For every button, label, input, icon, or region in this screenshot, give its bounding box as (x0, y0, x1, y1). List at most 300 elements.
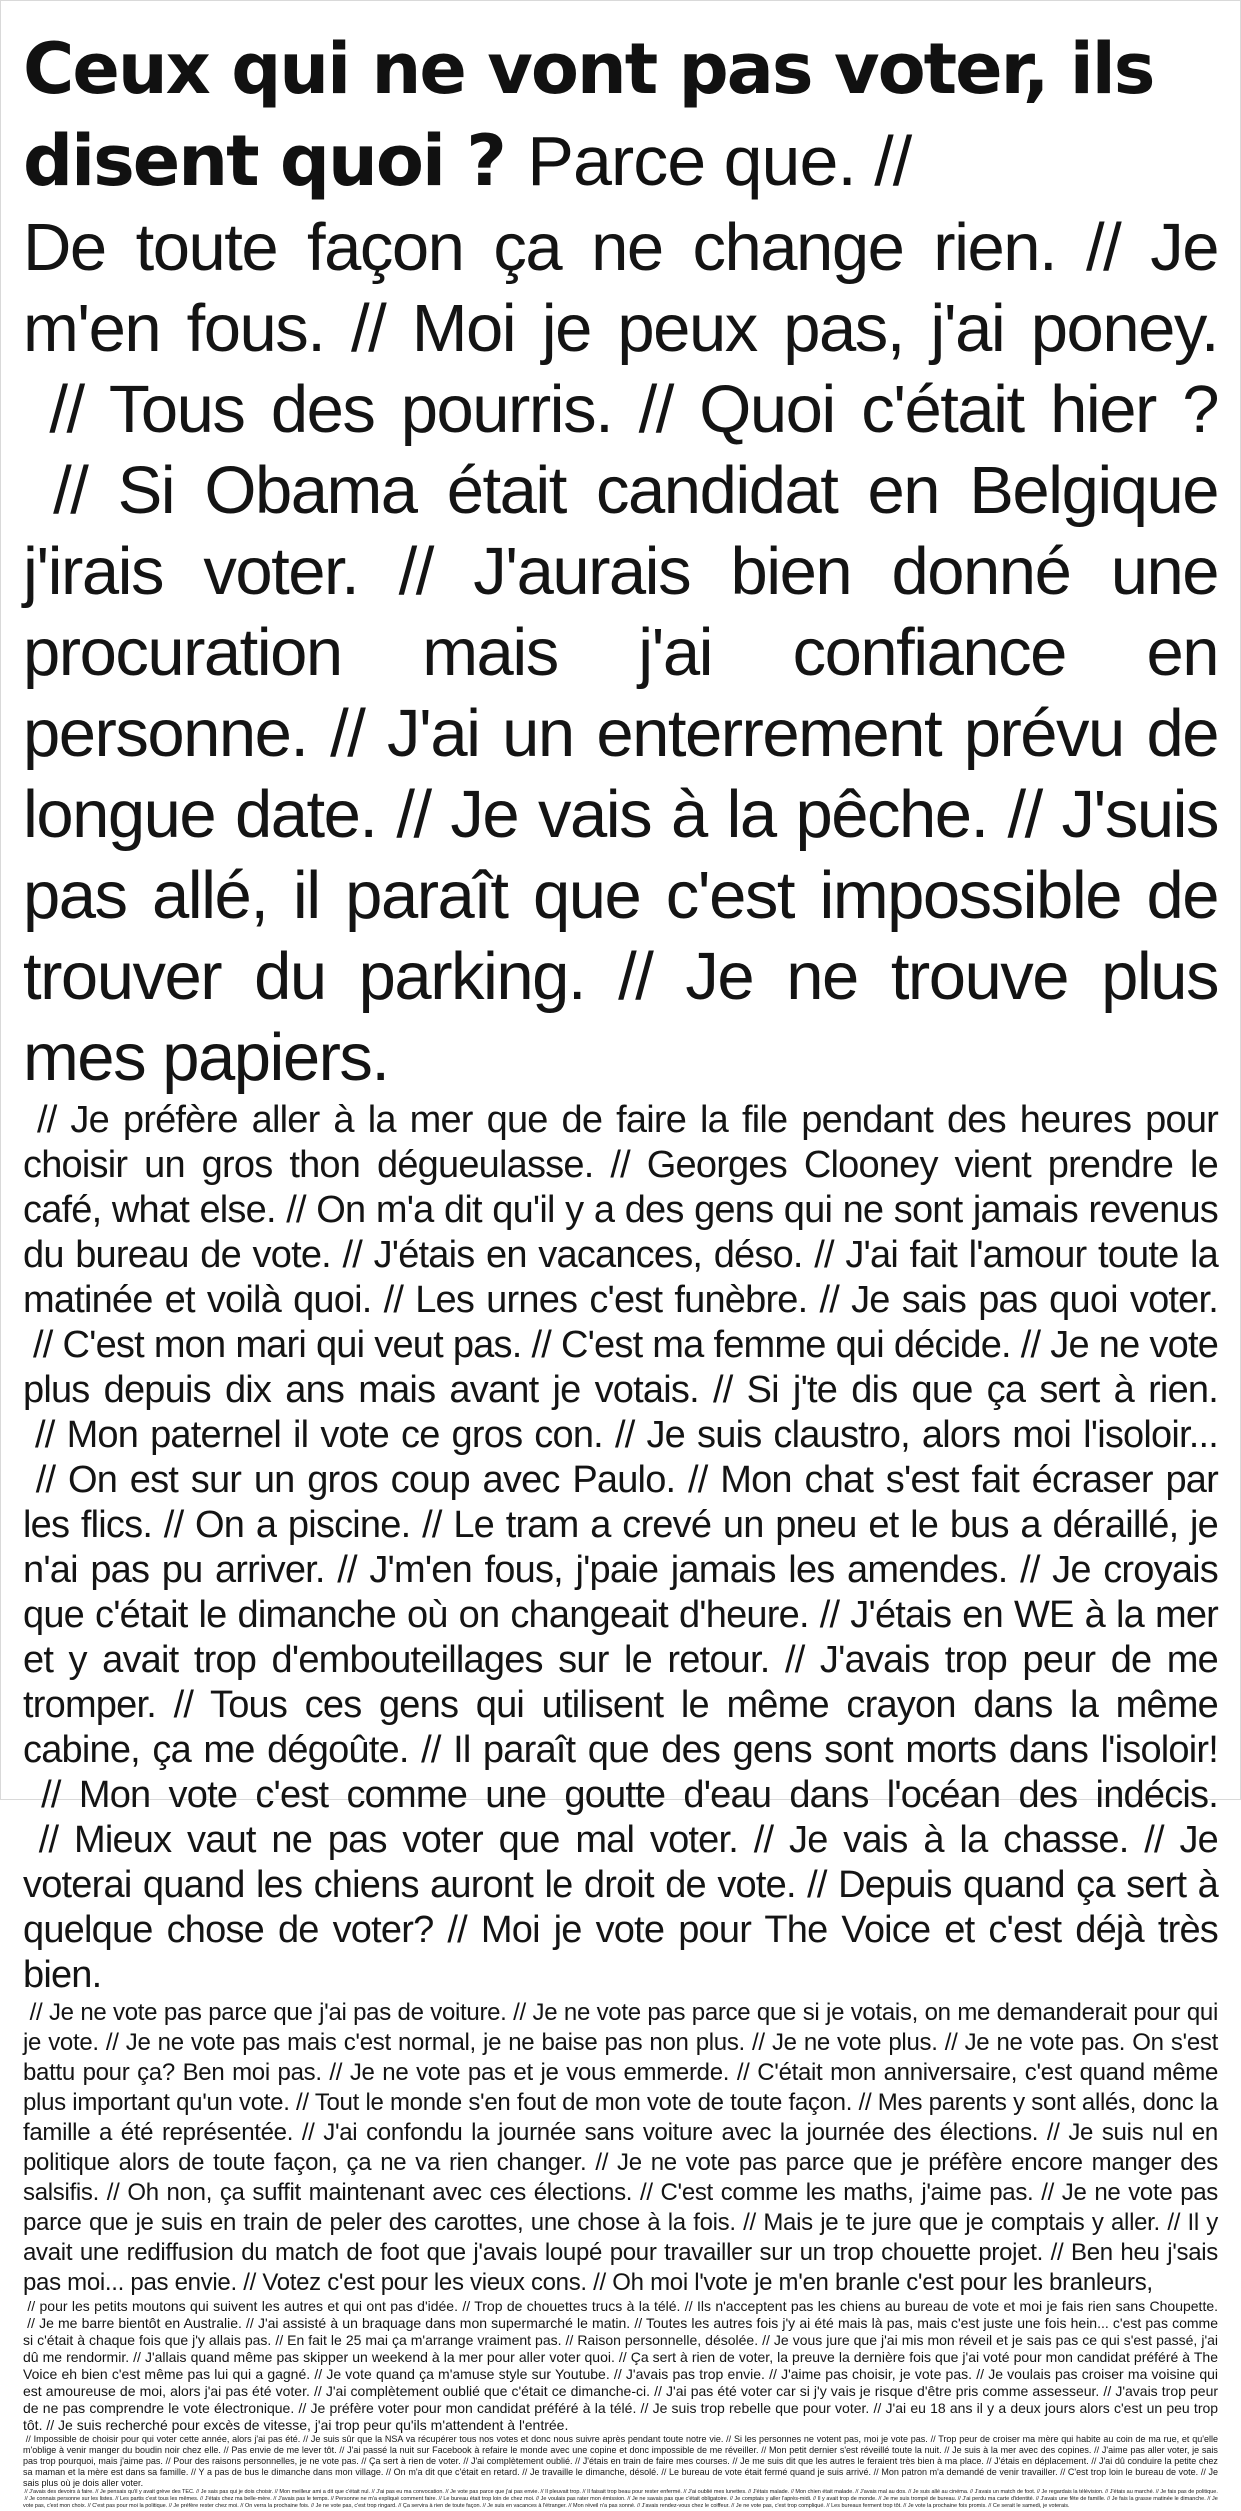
quote-separator: // (1103, 2489, 1110, 2495)
quote-separator: // (129, 2349, 145, 2365)
quote: Ben heu j'sais pas moi... pas envie. (23, 2239, 1218, 2296)
quote: Il pleuvait trop. (545, 2489, 581, 2495)
quote-separator: // (795, 1864, 839, 1906)
quote-separator: // (593, 1144, 647, 1186)
quote: J'allais quand même pas skipper un weekend à la mer pour aller voter quoi. (144, 2349, 615, 2365)
quote-separator: // (824, 2503, 832, 2510)
quote: Je ne vote pas, c'est trop ringard. (315, 2503, 397, 2510)
quote-separator: // (1099, 2383, 1116, 2399)
quote: Je vous jure que j'ai mis mon réveil et je sais pas ce qui s'est passé, j'ai dû me rendormir. (23, 2332, 1219, 2365)
quote: Impossible de choisir pour qui voter cette année, alors j'ai pas été. (33, 2434, 301, 2444)
quote: Les partis c'est tous les mêmes. (119, 2496, 199, 2503)
quote: Si j'te dis que ça sert à rien. (746, 1369, 1219, 1411)
quote: Je me suis trompé de bureau. (883, 2496, 957, 2503)
quote: C'est pas pour moi la politique. (92, 2503, 168, 2510)
quote: J'avais rendez-vous chez le coiffeur. (641, 2503, 730, 2510)
quote: Toutes les autres fois j'y ai été mais là pas, mais c'est juste une fois hein... c'est pas comme si c'était à chaque fois que j'y allais pas. (23, 2315, 1218, 2348)
quote: Je ne vote pas parce que si je votais, on me demanderait pour qui je vote. (23, 1999, 1218, 2056)
quote: Trop de chouettes trucs à la télé. (474, 2298, 681, 2314)
quote-separator: // (585, 939, 686, 1014)
quote-separator: // (758, 2445, 770, 2455)
quote: Mon vote c'est comme une goutte d'eau dans l'océan des indécis. (78, 1774, 1218, 1816)
quote-separator: // (481, 2503, 488, 2510)
quote: C'est ma femme qui décide. (560, 1324, 1011, 1366)
quote-separator: // (521, 1324, 561, 1366)
quote: Pas envie de me lever tôt. (231, 2445, 337, 2455)
quote: Je vote pas, c'est mon choix. (23, 2496, 1218, 2510)
quote-separator: // (698, 1369, 747, 1411)
quote-separator: // (1042, 2239, 1071, 2266)
quote: pour les petits moutons qui suivent les autres et qui ont pas d'idée. (39, 2298, 458, 2314)
quote-separator: // (972, 2366, 989, 2382)
quote: Je vote la prochaine fois promis. (907, 2503, 987, 2510)
quote: On verra la prochaine fois. (244, 2503, 310, 2510)
quote: Si Obama était candidat en Belgique j'irais voter. (23, 453, 1219, 609)
quote: Je ne vote pas parce que je préfère encore manger des salsifis. (23, 2149, 1218, 2206)
quote-separator: // (1128, 1819, 1180, 1861)
quote-separator: // (396, 2503, 403, 2510)
quote-separator: // (23, 1819, 74, 1861)
quote-separator: // (735, 2209, 764, 2236)
quote-separator: // (729, 2456, 741, 2466)
quote: Oh non, ça suffit maintenant avec ces élections. (127, 2179, 633, 2206)
quote-separator: // (658, 2467, 669, 2477)
quote-separator: // (289, 2089, 315, 2116)
quote: Depuis quand ça sert à quelque chose de voter? (23, 1864, 1219, 1951)
quote-separator: // (93, 2489, 100, 2495)
quote-separator: // (764, 2366, 782, 2382)
quote-separator: // (1088, 2456, 1099, 2466)
quote: Je ne trouve plus mes papiers. (23, 939, 1218, 1095)
quote-separator: // (901, 2503, 908, 2510)
quote: Je voulais pas croiser ma voisine qui est amoureuse de moi, alors j'ai pas été voter. (23, 2366, 1219, 2399)
quote: J'ai eu 18 ans il y a deux jours alors c'est un peu trop tôt. (23, 2400, 1219, 2433)
quote: Y a pas de bus le dimanche dans mon village. (198, 2467, 384, 2477)
quote: Mes parents y sont allés, donc la famille a été représentée. (23, 2089, 1218, 2146)
quote-separator: // (293, 2119, 324, 2146)
quote-separator: // (1159, 2209, 1188, 2236)
quote: Je suis nul en politique alors de toute façon, ça ne va rien changer. (23, 2119, 1218, 2176)
quote: Le bureau était trop loin de chez moi. (443, 2496, 535, 2503)
quote-tier-4 (23, 2298, 1218, 2434)
quote: J'ai fait l'amour toute la matinée et voilà quoi. (23, 1234, 1218, 1321)
quote: J'étais en vacances, déso. (373, 1234, 803, 1276)
quote: Je ne savais pas que c'était obligatoire. (631, 2496, 729, 2503)
quote-tier-1 (23, 207, 1218, 1098)
quote: Ce serait le samedi, je voterais. (992, 2503, 1070, 2510)
quote: Georges Clooney vient prendre le café, what else. (23, 1144, 1218, 1231)
quote: Je préfère aller à la mer que de faire la file pendant des heures pour choisir un gros thon dégueulasse. (23, 1099, 1219, 1186)
quote-separator: // (23, 1324, 63, 1366)
quote: Je ne vote pas parce que j'ai pas de voiture. (48, 1999, 507, 2026)
quote-separator: // (580, 2489, 588, 2495)
quote: Je connais personne sur les listes. (29, 2496, 114, 2503)
quote: Votez c'est pour les vieux cons. (262, 2269, 587, 2296)
quote: Pour des raisons personnelles, je ne vote pas. (173, 2456, 359, 2466)
quote-separator: // (294, 2400, 311, 2416)
quote-separator: // (437, 2496, 444, 2503)
quote-tier-6 (23, 2489, 1218, 2511)
quote: J'm'en fous, j'paie jamais les amendes. (369, 1549, 1008, 1591)
quote: On m'a dit que c'était en retard. (393, 2467, 520, 2477)
quote: J'ai passé la nuit sur Facebook à refaire le monde avec une copine et donc impossible de me réveiller. (347, 2445, 759, 2455)
quote-separator: // (1056, 210, 1151, 285)
quote-separator: // (534, 2496, 541, 2503)
quote: Je pensais qu'il y avait grève des TEC. (99, 2489, 195, 2495)
quote: Moi je vote pour The Voice et c'est déjà très bien. (23, 1909, 1218, 1996)
quote-separator: // (324, 291, 412, 366)
quote: Je voterai quand les chiens auront le droit de vote. (23, 1819, 1218, 1906)
quote-separator: // (155, 1684, 210, 1726)
quote: C'était mon anniversaire, c'est quand même plus important qu'un vote. (23, 2059, 1218, 2116)
quote: Je ne vote plus depuis dix ans mais avant je votais. (23, 1324, 1219, 1411)
quote: Je ne vote pas. On s'est battu pour ça? Ben moi pas. (23, 2029, 1218, 2086)
quote-separator: // (572, 2456, 583, 2466)
quote: Je ne vote pas, c'est trop compliqué. (735, 2503, 825, 2510)
quote: J'ai un enterrement prévu de longue date. (23, 696, 1218, 852)
quote-separator: // (23, 2489, 30, 2495)
quote: Le bureau de vote était fermé quand je suis arrivé. (668, 2467, 872, 2477)
quote-separator: // (906, 2489, 913, 2495)
quote: J'étais en déplacement. (994, 2456, 1089, 2466)
quote-separator: // (330, 1234, 374, 1276)
quote: Je vote pas parce que j'ai pas envie. (450, 2489, 539, 2495)
quote: Je comptais y aller l'après-midi. (734, 2496, 812, 2503)
quote: C'est mon mari qui veut pas. (62, 1324, 522, 1366)
quote-separator: // (371, 1279, 416, 1321)
quote: Je préfère voter pour mon candidat préféré à la télé. (310, 2400, 637, 2416)
quote: Le tram a crevé un pneu et le bus a déraillé, je n'ai pas pu arriver. (23, 1504, 1219, 1591)
quote-separator: // (729, 2503, 736, 2510)
quote: Je vais à la chasse. (789, 1819, 1129, 1861)
quote-separator: // (194, 2489, 201, 2495)
quote-separator: // (681, 2489, 689, 2495)
quote-separator: // (1010, 1324, 1051, 1366)
quote: J'étais au marché. (1109, 2489, 1155, 2495)
quote-separator: // (241, 2315, 258, 2331)
quote: Les urnes c'est funèbre. (415, 1279, 808, 1321)
quote: J'ai confondu la journée sans voiture avec la journée des élections. (323, 2119, 1039, 2146)
quote: Il y avait une rediffusion du match de foot que j'avais loupé pour travailler sur un trop chouette projet. (23, 2209, 1218, 2266)
quote: Mon paternel il vote ce gros con. (66, 1414, 603, 1456)
quote: J'ai pas été voter car si j'y vais je risque d'être pris comme assesseur. (666, 2383, 1100, 2399)
quote: Je ne vote pas mais c'est normal, je ne baise pas non plus. (125, 2029, 745, 2056)
quote-separator: // (986, 2503, 993, 2510)
quote-separator: // (632, 2179, 661, 2206)
quote-separator: // (811, 2496, 818, 2503)
quote-separator: // (198, 2496, 205, 2503)
quote-separator: // (23, 1099, 71, 1141)
quote: Il y avait trop de monde. (817, 2496, 877, 2503)
quote: Je suis recherché pour excès de vitesse, j'ai trop peur qu'ils m'attendent à l'entrée. (58, 2417, 569, 2433)
quote-separator: // (609, 2366, 626, 2382)
quote: Mais je te jure que je comptais y aller. (763, 2209, 1160, 2236)
quote: J'ai pas eu ma convocation. (376, 2489, 444, 2495)
quote-separator: // (744, 2029, 772, 2056)
quote: J'étais malade. (752, 2489, 790, 2495)
quote-separator: // (1154, 2489, 1161, 2495)
quote-separator: // (23, 2298, 40, 2314)
quote: Tous des pourris. (108, 372, 613, 447)
headline-answer: Parce que. // (527, 122, 912, 200)
quote-separator: // (506, 1999, 533, 2026)
quote-separator: // (23, 372, 109, 447)
quote-separator: // (723, 2434, 734, 2444)
quote-separator: // (23, 2434, 34, 2444)
quote: C'est trop loin le bureau de vote. (1067, 2467, 1199, 2477)
quote-separator: // (23, 1459, 68, 1501)
quote-tier-3 (23, 1998, 1218, 2298)
quote: Il paraît que des gens sont morts dans l'isoloir! (453, 1729, 1219, 1771)
quote: Je croyais que c'était le dimanche où on changeait d'heure. (23, 1549, 1218, 1636)
quote: Je ne vote pas et je vous emmerde. (349, 2059, 730, 2086)
quote-separator: // (23, 1774, 79, 1816)
quote-separator: // (188, 2467, 199, 2477)
quote-separator: // (561, 2332, 578, 2348)
quote-separator: // (680, 2298, 697, 2314)
quote-separator: // (586, 2149, 618, 2176)
quote-separator: // (876, 2496, 884, 2503)
quote-separator: // (738, 1819, 789, 1861)
headline-question: Ceux qui ne vont pas voter, ils disent quoi ? (23, 28, 1154, 202)
quote: J'ai complètement oublié que c'était ce dimanche-ci. (325, 2383, 651, 2399)
quote: J'avais mal au dos. (860, 2489, 907, 2495)
quote-separator: // (238, 2503, 245, 2510)
quote: Il faisait trop beau pour rester enfermé. (587, 2489, 682, 2495)
quote: J'ai complètement oublié. (470, 2456, 573, 2466)
quote-separator: // (729, 2059, 758, 2086)
quote-separator: // (152, 1504, 196, 1546)
quote-separator: // (457, 2298, 475, 2314)
quote-separator: // (1035, 2489, 1042, 2495)
quote-separator: // (321, 2059, 350, 2086)
quote: Je ne vote plus. (771, 2029, 938, 2056)
quote: J'aime pas aller voter, je sais pas trop pourquoi, mais j'aime pas. (23, 2445, 1218, 2466)
quote-separator: // (675, 1459, 721, 1501)
quote-separator: // (871, 2467, 882, 2477)
quote-separator: // (98, 2029, 126, 2056)
quote-separator: // (23, 1414, 67, 1456)
quote: J'ai dû conduire la petite chez sa maman et la mère est dans sa famille. (23, 2456, 1218, 2477)
quote: Je voulais pas rater mon émission. (540, 2496, 626, 2503)
quote: Je me suis dit que les autres le feraient très bien à ma place. (740, 2456, 984, 2466)
quote-separator: // (23, 1999, 49, 2026)
quote: J'avais un match de foot. (974, 2489, 1036, 2495)
quote: Tous ces gens qui utilisent le même crayon dans la même cabine, ça me dégoûte. (23, 1684, 1218, 1771)
quote: J'avais pas le temps. (277, 2496, 330, 2503)
quote-separator: // (614, 2349, 631, 2365)
quote: J'aurais bien donné une procuration mais j'ai confiance en personne. (23, 534, 1218, 771)
quote-separator: // (329, 2496, 336, 2503)
quote: Mon réveil n'a pas sonné. (573, 2503, 636, 2510)
quote: On m'a dit qu'il y a des gens qui ne sont jamais revenus du bureau de vote. (23, 1189, 1218, 1276)
quote: Je fais pas de politique. (1160, 2489, 1218, 2495)
quote: J'ai perdu ma carte d'identité. (962, 2496, 1035, 2503)
quote-separator: // (408, 1729, 454, 1771)
quote-separator: // (758, 2332, 774, 2348)
quote: Personne ne m'a expliqué comment faire. (335, 2496, 438, 2503)
quote-separator: // (746, 2489, 753, 2495)
quote-separator: // (519, 2467, 530, 2477)
quote: Mon petit dernier s'est réveillé toute la nuit. (769, 2445, 942, 2455)
quote-separator: // (460, 2456, 471, 2466)
quote: J'avais une fête de famille. (1040, 2496, 1106, 2503)
quote-separator: // (236, 2269, 263, 2296)
quote: J'avais des devoirs à faire. (29, 2489, 94, 2495)
quote-separator: // (808, 1594, 851, 1636)
quote-separator: // (636, 2400, 653, 2416)
quote: On est sur un gros coup avec Paulo. (67, 1459, 676, 1501)
quote-separator: // (927, 2434, 939, 2444)
quote-separator: // (23, 453, 118, 528)
quote-separator: // (968, 2489, 975, 2495)
quote-separator: // (538, 2489, 546, 2495)
quote-separator: // (336, 2445, 348, 2455)
quote-separator: // (220, 2445, 232, 2455)
quote-separator: // (271, 2496, 278, 2503)
quote-separator: // (271, 2332, 288, 2348)
quote: J'suis pas allé, il paraît que c'est impossible de trouver du parking. (23, 777, 1218, 1014)
quote: J'étais en WE à la mer et y avait trop d'embouteillages sur le retour. (23, 1594, 1219, 1681)
quote-separator: // (987, 777, 1062, 852)
quote: Raison personnelle, désolée. (577, 2332, 759, 2348)
quote: Ils n'acceptent pas les chiens au bureau de vote et moi je fais rien sans Choupette. (696, 2298, 1219, 2314)
quote-separator: // (113, 2496, 120, 2503)
quote: J'avais pas trop envie. (625, 2366, 765, 2382)
quote: Je me barre bientôt en Australie. (39, 2315, 242, 2331)
quote-separator: // (167, 2503, 174, 2510)
quote: Je suis allé au cinéma. (912, 2489, 969, 2495)
quote: J'aime pas choisir, je vote pas. (781, 2366, 973, 2382)
quote: Mon chat s'est fait écraser par les flics. (23, 1459, 1219, 1546)
quote-separator: // (324, 1549, 370, 1591)
quote: Je travaille le dimanche, désolé. (529, 2467, 659, 2477)
quote-separator: // (1198, 2467, 1209, 2477)
quote: Je suis claustro, alors moi l'isoloir... (646, 1414, 1219, 1456)
quote-separator: // (309, 2503, 316, 2510)
quote-separator: // (853, 2489, 860, 2495)
quote-separator: // (1105, 2496, 1112, 2503)
quote-tier-5 (23, 2434, 1218, 2489)
quote-separator: // (983, 2456, 995, 2466)
quote-separator: // (433, 1909, 481, 1951)
quote-separator: // (23, 2496, 30, 2503)
quote: Je m'en fous. (23, 210, 1218, 366)
quote: Si les personnes ne votent pas, moi je vote pas. (733, 2434, 928, 2444)
quote-separator: // (383, 2467, 394, 2477)
quote: J'avais trop peur de ne pas comprendre le vote électronique. (23, 2383, 1219, 2416)
quote: Mieux vaut ne pas voter que mal voter. (73, 1819, 739, 1861)
quote-separator: // (410, 1504, 454, 1546)
quote-separator: // (937, 2029, 965, 2056)
quote-separator: // (309, 2383, 326, 2399)
quote: J'avais trop peur de me tromper. (23, 1639, 1218, 1726)
quote: Moi je peux pas, j'ai poney. (411, 291, 1218, 366)
quote: Je sais pas qui je dois choisir. (200, 2489, 274, 2495)
quote: Ça servira à rien de toute façon. (402, 2503, 482, 2510)
quote-separator: // (86, 2503, 93, 2510)
quote-separator: // (376, 777, 451, 852)
quote: Je regardais la télévision. (1041, 2489, 1104, 2495)
quote: Quoi c'était hier ? (699, 372, 1218, 447)
quote: Je ne vote pas parce que je suis en train de peler des carottes, une chose à la fois. (23, 2179, 1218, 2236)
quote-separator: // (370, 2489, 377, 2495)
quote: J'ai assisté à un braquage dans mon supermarché le matin. (257, 2315, 631, 2331)
quote-separator: // (956, 2496, 963, 2503)
quote: Oh moi l'vote je m'en branle c'est pour les branleurs, (612, 2269, 1153, 2296)
quote-separator: // (1205, 2496, 1212, 2503)
quote: Ça sert à rien de voter, la preuve la dernière fois que j'ai voté pour mon candidat préféré à The Voice eh bien c'est même pas lui qui a gagné. (23, 2349, 1218, 2382)
quote-separator: // (1007, 1549, 1053, 1591)
quote: Je suis à la mer avec des copines. (952, 2445, 1092, 2455)
quote-separator: // (869, 2400, 886, 2416)
quote-separator: // (789, 2489, 796, 2495)
quote-separator: // (23, 2315, 40, 2331)
quote-separator: // (310, 2366, 327, 2382)
quote-separator: // (650, 2383, 667, 2399)
quote: Mon patron m'a demandé de venir travailler. (881, 2467, 1058, 2477)
quote-separator: // (98, 2179, 128, 2206)
quote: J'étais en train de faire mes courses. (582, 2456, 730, 2466)
quote-separator: // (162, 2456, 174, 2466)
quote-separator: // (300, 2434, 311, 2444)
quote-separator: // (602, 1414, 647, 1456)
quote-wall (23, 207, 1218, 2511)
quote-separator: // (586, 2269, 613, 2296)
quote-separator: // (443, 2489, 451, 2495)
quote-separator: // (630, 2315, 646, 2331)
quote: Trop peur de croiser ma mère qui habite au coin de ma rue, et qu'elle m'oblige à venir manger du boudin noir chez elle. (23, 2434, 1218, 2455)
quote-separator: // (307, 696, 388, 771)
quote: J'étais chez ma belle-mère. (204, 2496, 272, 2503)
quote: Mon chien était malade. (795, 2489, 854, 2495)
quote-tier-2 (23, 1098, 1218, 1998)
quote: Je vote quand ça m'amuse style sur Youtube. (326, 2366, 610, 2382)
quote: De toute façon ça ne change rien. (23, 210, 1057, 285)
quote: Je suis trop rebelle que pour voter. (652, 2400, 870, 2416)
quote-separator: // (1091, 2445, 1102, 2455)
headline (23, 23, 1218, 207)
quote-separator: // (1038, 2119, 1069, 2146)
quote-separator: // (1033, 2179, 1062, 2206)
quote-separator: // (728, 2496, 735, 2503)
quote: Je vais à la pêche. (450, 777, 988, 852)
quote-separator: // (566, 2503, 574, 2510)
quote: On a piscine. (195, 1504, 411, 1546)
quote: Ça sert à rien de voter. (368, 2456, 461, 2466)
quote: Je sais pas quoi voter. (851, 1279, 1219, 1321)
quote-separator: // (625, 2496, 632, 2503)
quote-separator: // (941, 2445, 953, 2455)
quote: Les bureaux ferment trop tôt. (831, 2503, 902, 2510)
quote: Je suis en vacances à l'étranger. (487, 2503, 567, 2510)
quote: Je fais la grasse matinée le dimanche. (1111, 2496, 1206, 2503)
quote: En fait le 25 mai ça m'arrange vraiment pas. (287, 2332, 562, 2348)
quote: Je préfère rester chez moi. (173, 2503, 239, 2510)
quote-separator: // (852, 2089, 878, 2116)
quote: J'ai oublié mes lunettes. (688, 2489, 747, 2495)
quote-separator: // (1057, 2467, 1068, 2477)
quote-separator: // (1034, 2496, 1041, 2503)
quote-separator: // (769, 1639, 820, 1681)
quote-separator: // (807, 1279, 852, 1321)
quote-separator: // (635, 2503, 642, 2510)
quote-separator: // (273, 2489, 280, 2495)
quote: Mon meilleur ami a dit que c'était nul. (279, 2489, 371, 2495)
quote-separator: // (612, 372, 700, 447)
quote: Je suis sûr que la NSA va récupérer tous nos votes et donc nous suivre après pendant toute notre vie. (310, 2434, 724, 2444)
quote-separator: // (358, 534, 474, 609)
